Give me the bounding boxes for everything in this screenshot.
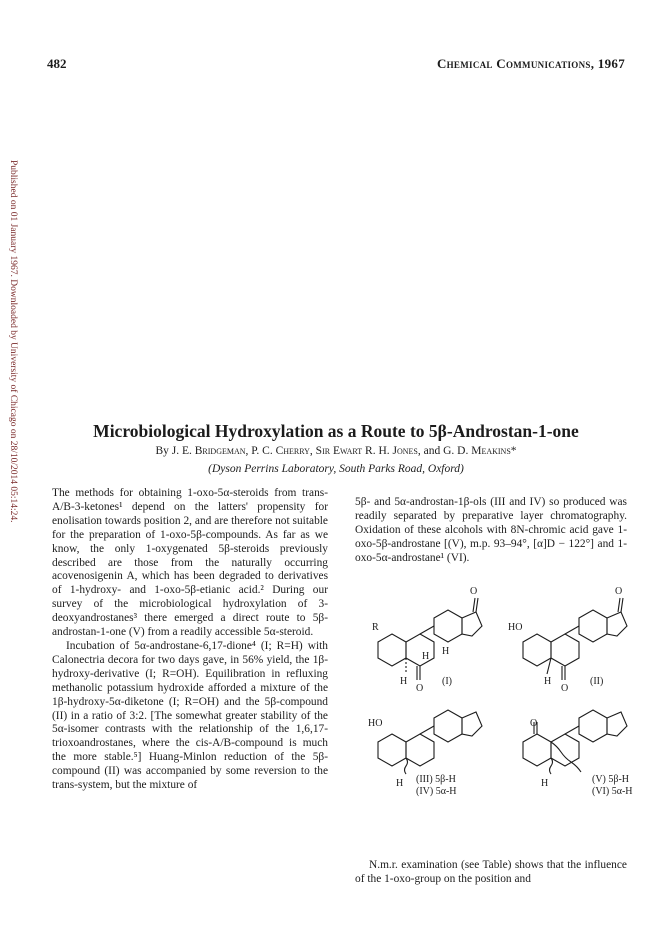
label-HO-III: HO: [368, 718, 383, 729]
right-column-top: [355, 496, 627, 566]
label-O-II: O: [615, 586, 623, 597]
label-H-V: H: [541, 778, 549, 789]
caption-V: (V) 5β-H: [592, 774, 630, 785]
label-H-I: H: [400, 676, 408, 687]
structure-II-skeleton: [523, 598, 627, 680]
caption-III: (III) 5β-H: [416, 774, 456, 785]
caption-VI: (VI) 5α-H: [592, 786, 633, 797]
label-O-6-II: O: [561, 683, 569, 694]
label-H-8-I: H: [422, 651, 430, 662]
author-4: G. D. Meakins*: [443, 445, 517, 457]
download-watermark-text: Published on 01 January 1967. Downloaded by University of Chicago on 28/10/2014 05:14:24.: [8, 160, 18, 523]
left-column: [52, 487, 328, 793]
label-H-III: H: [396, 778, 404, 789]
label-R: R: [372, 622, 379, 633]
caption-II: (II): [590, 676, 604, 687]
caption-I: (I): [442, 676, 452, 687]
author-3: Sir Ewart R. H. Jones: [315, 445, 418, 457]
label-O-I: O: [470, 586, 478, 597]
label-HO-II: HO: [508, 622, 523, 633]
label-H-II: H: [544, 676, 552, 687]
label-H-14-I: H: [442, 646, 450, 657]
structure-I-skeleton: [378, 598, 482, 680]
paragraph-oxidation: 5β- and 5α-androstan-1β-ols (III and IV) so produced was readily separated by preparative layer chromatography. Oxidation of these alcohols with 8N-chromic acid gave 1-oxo-5β-androstane [(V), m.p. 93–94°, [α]D − 122°] and 1-oxo-5α-androstane¹ (VI).: [355, 496, 627, 564]
article-title: [0, 421, 672, 442]
structure-V-VI-skeleton: [523, 710, 627, 774]
title-prefix: Microbiological Hydroxylation as a Route to 5: [93, 421, 438, 441]
caption-IV: (IV) 5α-H: [416, 786, 457, 797]
right-column-bottom: [355, 859, 627, 887]
title-suffix: -Androstan-1-one: [446, 421, 579, 441]
affiliation: (Dyson Perrins Laboratory, South Parks Road, Oxford): [208, 463, 464, 475]
paragraph-nmr: N.m.r. examination (see Table) shows that the influence of the 1-oxo-group on the position and: [355, 859, 627, 885]
journal-header: Chemical Communications, 1967: [436, 56, 625, 71]
author-line: By J. E. Bridgeman, P. C. Cherry, Sir Ewart R. H. Jones, and G. D. Meakins*: [155, 445, 517, 457]
structure-III-IV-skeleton: [378, 710, 482, 774]
title-beta: β: [437, 421, 447, 441]
label-O-6-I: O: [416, 683, 424, 694]
author-1: J. E. Bridgeman: [171, 445, 246, 457]
page-number: 482: [47, 56, 67, 71]
authors-by: By: [155, 445, 169, 457]
chemical-structures-figure: [352, 574, 637, 839]
download-watermark: [4, 160, 18, 610]
paragraph-incubation: Incubation of 5α-androstane-6,17-dione⁴ (I; R=H) with Calonectria decora for two days gave, in 56% yield, the 1β-hydroxy-derivative (I; R=OH). Equilibration in refluxing methanolic potassium hydroxide afforded a mixture of the 1β-hydroxy-5α-diketone (I; R=OH) and the 5β-compound (II) in a ratio of 3:2. [The somewhat greater stability of the 5α-isomer contrasts with the relationship of the 1,6,17-trioxoandrostanes, where the cis-A/B-compound is much the more stable.⁵] Huang-Minlon reduction of the 5β-compound (II) was accompanied by some reversion to the trans-system, but the mixture of: [52, 639, 328, 792]
label-O-V: O: [530, 718, 538, 729]
author-2: P. C. Cherry: [251, 445, 310, 457]
paragraph-intro: The methods for obtaining 1-oxo-5α-steroids from trans-A/B-3-ketones¹ depend on the latters' propensity for enolisation towards position 2, and are therefore not suitable for the preparation of 1-oxo-5β-compounds. As far as we know, the only 1-oxygenated 5β-steroids previously described are those from the naturally occurring acovenosigenin A, which has been degraded to derivatives of 1-hydroxy- and 1-oxo-5β-etianic acid.² During our survey of the microbiological hydroxylation of 3-deoxyandrostanes³ there emerged a direct route to 5β-androstan-1-one (V) from a readily accessible 5α-steroid.: [52, 487, 328, 639]
